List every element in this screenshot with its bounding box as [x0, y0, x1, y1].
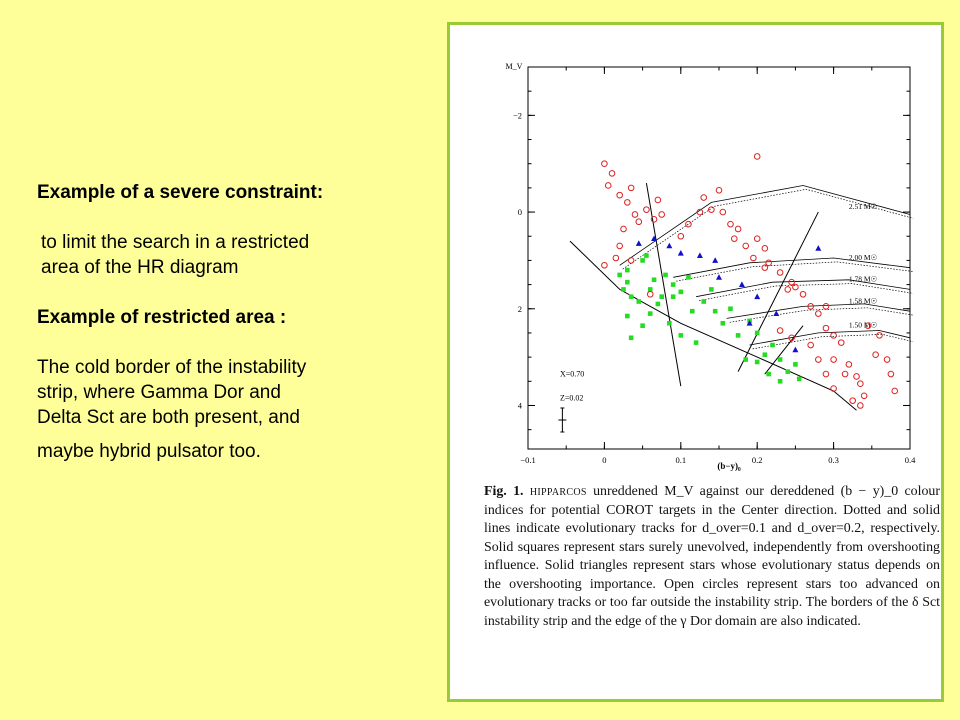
restricted-area-heading: Example of restricted area :: [37, 307, 287, 328]
evolutionary-track-dotted: [753, 334, 914, 349]
advanced-star-circle: [754, 236, 760, 242]
unevolved-star-square: [701, 299, 706, 304]
hr-diagram-chart: [450, 25, 941, 475]
x-tick-label: 0.3: [828, 455, 839, 465]
evolutionary-track-solid: [696, 280, 910, 297]
advanced-star-circle: [816, 311, 822, 317]
advanced-star-circle: [777, 270, 783, 276]
advanced-star-circle: [858, 381, 864, 387]
restricted-area-line-4: maybe hybrid pulsator too.: [37, 441, 261, 462]
advanced-star-circle: [785, 287, 791, 293]
unevolved-star-square: [713, 309, 718, 314]
caption-source: hipparcos: [529, 484, 587, 499]
unevolved-star-square: [793, 362, 798, 367]
unevolved-star-square: [736, 333, 741, 338]
overshoot-dependent-star-triangle: [678, 250, 684, 256]
advanced-star-circle: [647, 291, 653, 297]
advanced-star-circle: [621, 226, 627, 232]
unevolved-star-square: [709, 287, 714, 292]
restricted-area-line-2: strip, where Gamma Dor and: [37, 382, 281, 403]
advanced-star-circle: [846, 362, 852, 368]
zams-line: [570, 241, 857, 410]
advanced-star-circle: [716, 188, 722, 194]
advanced-star-circle: [659, 212, 665, 218]
overshoot-dependent-star-triangle: [666, 243, 672, 249]
advanced-star-circle: [655, 197, 661, 203]
unevolved-star-square: [636, 299, 641, 304]
advanced-star-circle: [842, 371, 848, 377]
overshoot-dependent-star-triangle: [792, 347, 798, 353]
unevolved-star-square: [629, 335, 634, 340]
unevolved-star-square: [728, 306, 733, 311]
track-mass-label: 2.00 M☉: [848, 252, 878, 262]
unevolved-star-square: [755, 331, 760, 336]
composition-annotation: X=0.70: [560, 369, 585, 379]
advanced-star-circle: [617, 192, 623, 198]
track-mass-label: 1.58 M☉: [848, 296, 878, 306]
unevolved-star-square: [770, 343, 775, 348]
advanced-star-circle: [605, 183, 611, 189]
advanced-star-circle: [793, 284, 799, 290]
unevolved-star-square: [625, 280, 630, 285]
evolutionary-track-dotted: [676, 262, 913, 281]
advanced-star-circle: [617, 243, 623, 249]
advanced-star-circle: [831, 357, 837, 363]
overshoot-dependent-star-triangle: [739, 281, 745, 287]
advanced-star-circle: [609, 171, 615, 177]
advanced-star-circle: [644, 207, 650, 213]
advanced-star-circle: [743, 243, 749, 249]
overshoot-dependent-star-triangle: [716, 274, 722, 280]
advanced-star-circle: [628, 185, 634, 191]
advanced-star-circle: [858, 403, 864, 409]
unevolved-star-square: [625, 268, 630, 273]
unevolved-star-square: [778, 357, 783, 362]
figure-label: Fig. 1.: [484, 484, 524, 499]
advanced-star-circle: [766, 260, 772, 266]
advanced-star-circle: [850, 398, 856, 404]
track-mass-label: 1.78 M☉: [848, 274, 878, 284]
unevolved-star-square: [629, 294, 634, 299]
x-tick-label: 0: [602, 455, 607, 465]
unevolved-star-square: [667, 321, 672, 326]
unevolved-star-square: [671, 294, 676, 299]
advanced-star-circle: [625, 200, 631, 206]
unevolved-star-square: [763, 352, 768, 357]
unevolved-star-square: [679, 333, 684, 338]
advanced-star-circle: [800, 291, 806, 297]
delta-sct-blue-edge: [646, 183, 680, 386]
advanced-star-circle: [877, 333, 883, 339]
advanced-star-circle: [636, 219, 642, 225]
evolutionary-track-dotted: [699, 284, 913, 301]
advanced-star-circle: [632, 212, 638, 218]
advanced-star-circle: [789, 279, 795, 285]
advanced-star-circle: [873, 352, 879, 358]
figure-caption: [484, 483, 940, 631]
restricted-area-line-1: The cold border of the instability: [37, 357, 307, 378]
unevolved-star-square: [656, 302, 661, 307]
unevolved-star-square: [648, 311, 653, 316]
advanced-star-circle: [754, 154, 760, 160]
gamma-dor-edge: [765, 326, 803, 374]
overshoot-dependent-star-triangle: [636, 240, 642, 246]
unevolved-star-square: [766, 372, 771, 377]
overshoot-dependent-star-triangle: [815, 245, 821, 251]
advanced-star-circle: [861, 393, 867, 399]
advanced-star-circle: [777, 328, 783, 334]
constraint-line-1: to limit the search in a restricted: [41, 232, 310, 253]
unevolved-star-square: [659, 294, 664, 299]
advanced-star-circle: [720, 209, 726, 215]
unevolved-star-square: [778, 379, 783, 384]
evolutionary-track-dotted: [730, 308, 913, 323]
advanced-star-circle: [808, 342, 814, 348]
advanced-star-circle: [823, 325, 829, 331]
unevolved-star-square: [679, 290, 684, 295]
composition-annotation: Z=0.02: [560, 393, 584, 403]
advanced-star-circle: [892, 388, 898, 394]
advanced-star-circle: [613, 255, 619, 261]
figure-panel: [447, 22, 944, 702]
y-tick-label: 4: [517, 400, 522, 411]
advanced-star-circle: [751, 255, 757, 261]
x-tick-label: −0.1: [520, 455, 536, 465]
unevolved-star-square: [743, 357, 748, 362]
y-tick-label: −2: [512, 110, 522, 121]
left-text-block: [37, 180, 417, 464]
advanced-star-circle: [735, 226, 741, 232]
advanced-star-circle: [888, 371, 894, 377]
unevolved-star-square: [640, 323, 645, 328]
y-axis-label: M_V: [505, 62, 523, 71]
unevolved-star-square: [686, 275, 691, 280]
x-tick-label: 0.1: [675, 455, 687, 465]
advanced-star-circle: [602, 161, 608, 167]
overshoot-dependent-star-triangle: [697, 252, 703, 258]
unevolved-star-square: [621, 287, 626, 292]
advanced-star-circle: [831, 333, 837, 339]
unevolved-star-square: [785, 369, 790, 374]
y-tick-label: 2: [517, 303, 522, 314]
advanced-star-circle: [731, 236, 737, 242]
unevolved-star-square: [694, 340, 699, 345]
unevolved-star-square: [617, 273, 622, 278]
advanced-star-circle: [728, 221, 734, 227]
unevolved-star-square: [671, 282, 676, 287]
x-tick-label: 0.4: [904, 455, 916, 465]
x-tick-label: 0.2: [751, 455, 763, 465]
advanced-star-circle: [762, 246, 768, 252]
restricted-area-line-3: Delta Sct are both present, and: [37, 407, 300, 428]
advanced-star-circle: [686, 221, 692, 227]
track-mass-label: 2.51 M☉: [848, 202, 878, 212]
x-axis-label: (b−y)₀: [717, 461, 741, 471]
advanced-star-circle: [678, 233, 684, 239]
y-tick-label: 0: [517, 207, 522, 218]
caption-text: unreddened M_V against our dereddened (b − y)_0 colour indices for potential COROT targets in the Center direction. Dotted and solid lines indicate evolutionary tracks for d_over=0.1 and d_over=0.2, respectively. Solid squares represent stars surely unevolved, independently from overshooting influence. Solid triangles represent stars whose evolutionary status depends on the overshooting importance. Open circles represent stars too advanced on evolutionary tracks or too far outside the instability strip. The borders of the δ Sct instability strip and the edge of the γ Dor domain are also indicated.: [484, 484, 940, 629]
overshoot-dependent-star-triangle: [754, 293, 760, 299]
advanced-star-circle: [628, 258, 634, 264]
unevolved-star-square: [625, 314, 630, 319]
advanced-star-circle: [823, 371, 829, 377]
track-mass-label: 1.50 M☉: [848, 320, 878, 330]
unevolved-star-square: [797, 377, 802, 382]
constraint-line-2: area of the HR diagram: [41, 257, 239, 278]
delta-sct-red-edge: [738, 212, 818, 372]
unevolved-star-square: [755, 360, 760, 365]
unevolved-star-square: [644, 253, 649, 258]
unevolved-star-square: [640, 258, 645, 263]
advanced-star-circle: [701, 195, 707, 201]
advanced-star-circle: [816, 357, 822, 363]
advanced-star-circle: [854, 374, 860, 380]
unevolved-star-square: [690, 309, 695, 314]
unevolved-star-square: [663, 273, 668, 278]
advanced-star-circle: [602, 262, 608, 268]
unevolved-star-square: [721, 321, 726, 326]
advanced-star-circle: [823, 304, 829, 310]
advanced-star-circle: [838, 340, 844, 346]
constraint-heading: Example of a severe constraint:: [37, 182, 324, 203]
unevolved-star-square: [652, 277, 657, 282]
advanced-star-circle: [884, 357, 890, 363]
overshoot-dependent-star-triangle: [712, 257, 718, 263]
